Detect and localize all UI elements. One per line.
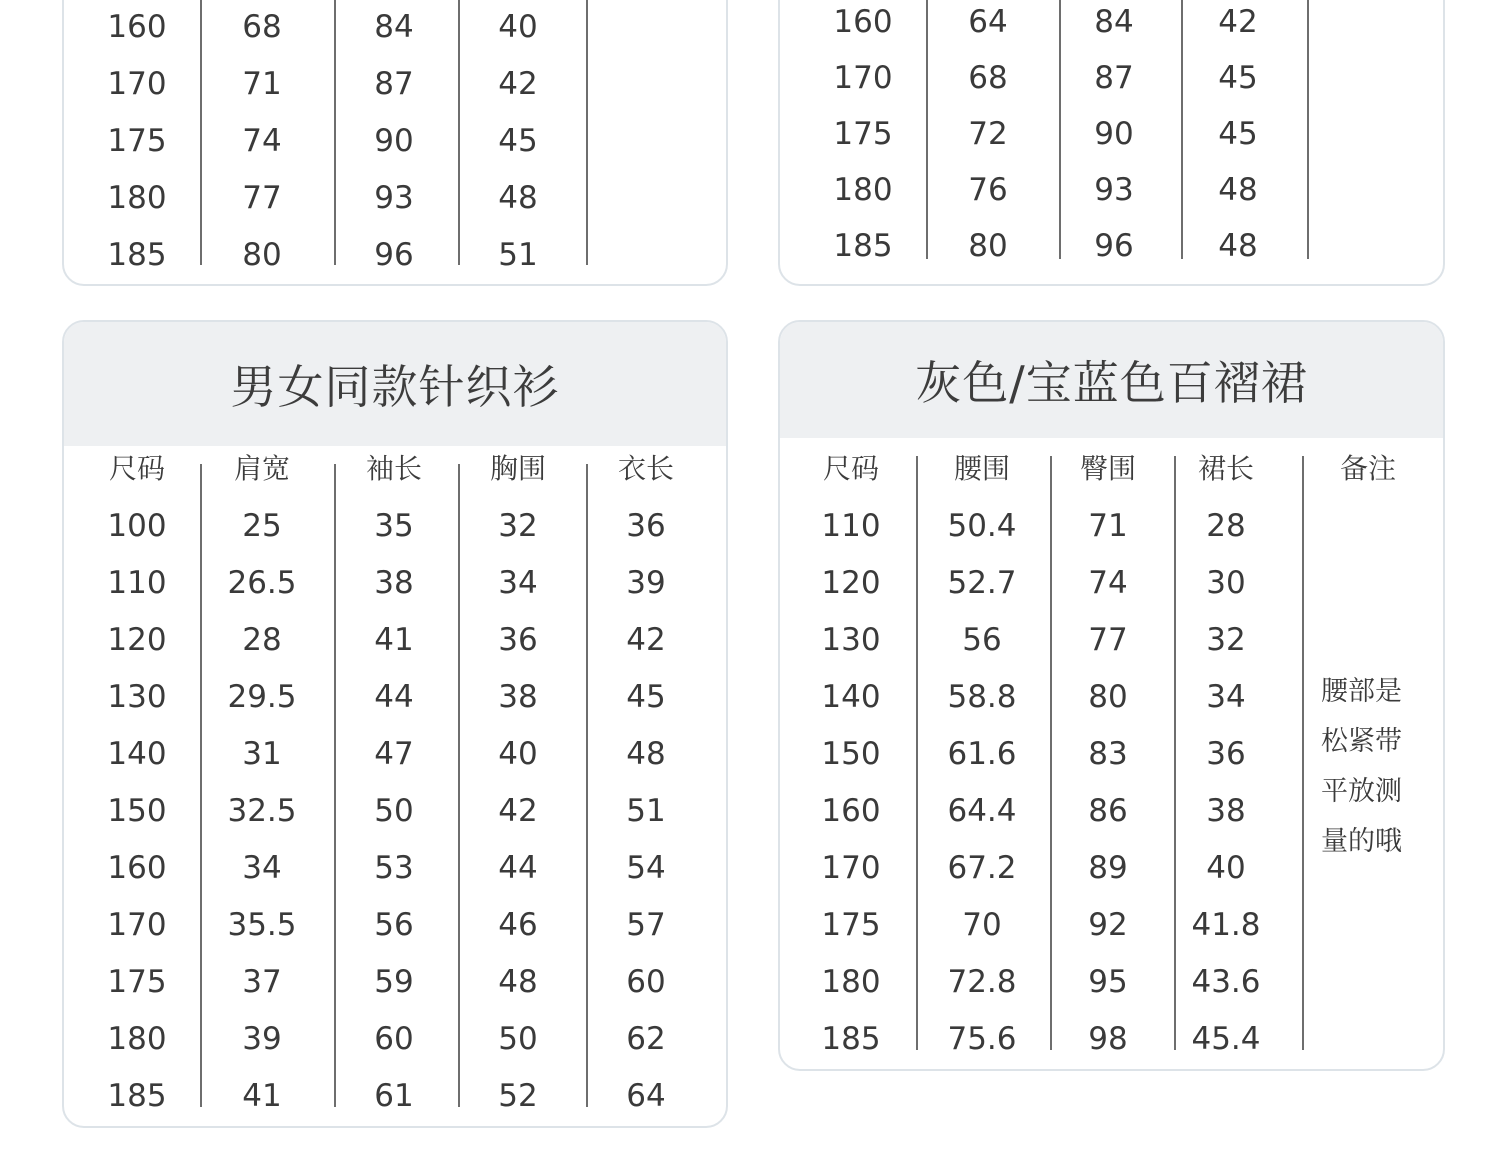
table-cell: 64 bbox=[626, 1078, 666, 1114]
table-cell: 57 bbox=[626, 907, 666, 943]
table-cell: 86 bbox=[1088, 793, 1128, 829]
table-column bbox=[468, 0, 568, 284]
table-column bbox=[344, 0, 444, 284]
column-divider bbox=[458, 0, 460, 265]
column-divider bbox=[1302, 456, 1304, 1050]
table-cell: 42 bbox=[498, 66, 538, 102]
table-cell: 180 bbox=[107, 180, 167, 216]
table-cell: 185 bbox=[821, 1021, 881, 1057]
table-cell: 180 bbox=[107, 1021, 167, 1057]
table-cell: 45 bbox=[1218, 116, 1258, 152]
table-cell: 28 bbox=[1206, 508, 1246, 544]
table-cell: 185 bbox=[107, 237, 167, 273]
column-divider bbox=[586, 464, 588, 1107]
table-cell: 45.4 bbox=[1191, 1021, 1261, 1057]
table-cell: 71 bbox=[1088, 508, 1128, 544]
table-cell: 60 bbox=[626, 964, 666, 1000]
table-cell: 39 bbox=[242, 1021, 282, 1057]
table-cell: 44 bbox=[374, 679, 414, 715]
table-cell: 50 bbox=[374, 793, 414, 829]
table-cell: 52.7 bbox=[947, 565, 1017, 601]
table-column bbox=[806, 322, 896, 1069]
table-cell: 48 bbox=[1218, 172, 1258, 208]
table-cell: 34 bbox=[498, 565, 538, 601]
column-divider bbox=[458, 464, 460, 1107]
table-cell: 68 bbox=[968, 60, 1008, 96]
table-cell: 140 bbox=[821, 679, 881, 715]
table-cell: 68 bbox=[242, 9, 282, 45]
table-cell: 87 bbox=[1094, 60, 1134, 96]
table-cell: 61.6 bbox=[947, 736, 1017, 772]
column-header: 袖长 bbox=[365, 452, 422, 485]
table-cell: 87 bbox=[374, 66, 414, 102]
table-cell: 51 bbox=[498, 237, 538, 273]
table-cell: 72 bbox=[968, 116, 1008, 152]
table-cell: 80 bbox=[242, 237, 282, 273]
size-table-knitwear bbox=[62, 320, 728, 1128]
table-cell: 93 bbox=[1094, 172, 1134, 208]
table-cell: 32 bbox=[1206, 622, 1246, 658]
table-cell: 70 bbox=[962, 907, 1002, 943]
table-column bbox=[344, 322, 444, 1126]
table-column bbox=[938, 0, 1038, 284]
table-cell: 28 bbox=[242, 622, 282, 658]
table-cell: 40 bbox=[1206, 850, 1246, 886]
table-cell: 180 bbox=[821, 964, 881, 1000]
table-cell: 96 bbox=[1094, 228, 1134, 264]
column-header: 衣长 bbox=[617, 452, 674, 485]
column-header: 尺码 bbox=[822, 452, 879, 485]
table-cell: 110 bbox=[821, 508, 881, 544]
table-cell: 45 bbox=[1218, 60, 1258, 96]
column-divider bbox=[586, 0, 588, 265]
table-cell: 58.8 bbox=[947, 679, 1017, 715]
table-cell: 77 bbox=[1088, 622, 1128, 658]
column-header: 尺码 bbox=[108, 452, 165, 485]
table-cell: 160 bbox=[107, 850, 167, 886]
table-cell: 175 bbox=[821, 907, 881, 943]
table-cell: 48 bbox=[626, 736, 666, 772]
table-cell: 180 bbox=[833, 172, 893, 208]
table-cell: 130 bbox=[821, 622, 881, 658]
table-cell: 98 bbox=[1088, 1021, 1128, 1057]
table-cell: 84 bbox=[374, 9, 414, 45]
table-cell: 130 bbox=[107, 679, 167, 715]
table-cell: 93 bbox=[374, 180, 414, 216]
table-cell: 90 bbox=[374, 123, 414, 159]
table-cell: 64.4 bbox=[947, 793, 1017, 829]
table-cell: 67.2 bbox=[947, 850, 1017, 886]
table-cell: 92 bbox=[1088, 907, 1128, 943]
size-table-top-left bbox=[62, 0, 728, 286]
table-cell: 120 bbox=[821, 565, 881, 601]
table-cell: 45 bbox=[626, 679, 666, 715]
table-cell: 40 bbox=[498, 9, 538, 45]
table-cell: 48 bbox=[498, 964, 538, 1000]
table-column bbox=[1176, 322, 1276, 1069]
table-cell: 40 bbox=[498, 736, 538, 772]
table-cell: 48 bbox=[498, 180, 538, 216]
table-cell: 25 bbox=[242, 508, 282, 544]
table-cell: 160 bbox=[833, 4, 893, 40]
table-cell: 43.6 bbox=[1191, 964, 1261, 1000]
table-cell: 41 bbox=[374, 622, 414, 658]
size-table-top-right bbox=[778, 0, 1445, 286]
table-cell: 80 bbox=[1088, 679, 1128, 715]
table-cell: 53 bbox=[374, 850, 414, 886]
table-cell: 39 bbox=[626, 565, 666, 601]
table-cell: 74 bbox=[1088, 565, 1128, 601]
table-cell: 84 bbox=[1094, 4, 1134, 40]
table-column bbox=[1058, 322, 1158, 1069]
table-cell: 46 bbox=[498, 907, 538, 943]
table-cell: 150 bbox=[821, 736, 881, 772]
column-header: 臀围 bbox=[1079, 452, 1136, 485]
column-divider bbox=[200, 0, 202, 265]
table-column bbox=[468, 322, 568, 1126]
table-cell: 26.5 bbox=[227, 565, 297, 601]
table-cell: 160 bbox=[107, 9, 167, 45]
table-cell: 95 bbox=[1088, 964, 1128, 1000]
table-cell: 62 bbox=[626, 1021, 666, 1057]
table-cell: 42 bbox=[1218, 4, 1258, 40]
table-cell: 50.4 bbox=[947, 508, 1017, 544]
remark-line: 量的哦 bbox=[1321, 826, 1402, 857]
table-cell: 170 bbox=[107, 907, 167, 943]
table-cell: 175 bbox=[107, 964, 167, 1000]
table-cell: 32 bbox=[498, 508, 538, 544]
table-cell: 61 bbox=[374, 1078, 414, 1114]
table-cell: 185 bbox=[107, 1078, 167, 1114]
table-cell: 37 bbox=[242, 964, 282, 1000]
table-cell: 170 bbox=[821, 850, 881, 886]
table-title-text: 男女同款针织衫 bbox=[230, 360, 560, 414]
table-cell: 38 bbox=[374, 565, 414, 601]
table-cell: 170 bbox=[107, 66, 167, 102]
table-cell: 89 bbox=[1088, 850, 1128, 886]
table-column bbox=[818, 0, 908, 284]
table-cell: 96 bbox=[374, 237, 414, 273]
table-cell: 75.6 bbox=[947, 1021, 1017, 1057]
table-cell: 72.8 bbox=[947, 964, 1017, 1000]
column-divider bbox=[1050, 456, 1052, 1050]
table-cell: 51 bbox=[626, 793, 666, 829]
table-cell: 38 bbox=[1206, 793, 1246, 829]
column-divider bbox=[334, 464, 336, 1107]
table-cell: 76 bbox=[968, 172, 1008, 208]
column-divider bbox=[926, 0, 928, 259]
table-cell: 29.5 bbox=[227, 679, 297, 715]
table-cell: 36 bbox=[498, 622, 538, 658]
column-header: 肩宽 bbox=[233, 452, 290, 485]
table-cell: 36 bbox=[626, 508, 666, 544]
table-column bbox=[212, 322, 312, 1126]
remark-line: 平放测 bbox=[1321, 776, 1402, 807]
remark-line: 腰部是 bbox=[1321, 676, 1402, 707]
table-cell: 41 bbox=[242, 1078, 282, 1114]
table-cell: 150 bbox=[107, 793, 167, 829]
table-cell: 52 bbox=[498, 1078, 538, 1114]
table-cell: 175 bbox=[833, 116, 893, 152]
table-cell: 90 bbox=[1094, 116, 1134, 152]
table-column bbox=[1188, 0, 1288, 284]
table-cell: 47 bbox=[374, 736, 414, 772]
column-header: 胸围 bbox=[489, 452, 546, 485]
column-divider bbox=[1059, 0, 1061, 259]
table-cell: 160 bbox=[821, 793, 881, 829]
table-cell: 59 bbox=[374, 964, 414, 1000]
column-divider bbox=[916, 456, 918, 1050]
table-cell: 45 bbox=[498, 123, 538, 159]
column-header: 裙长 bbox=[1197, 452, 1254, 485]
table-title-text: 灰色/宝蓝色百褶裙 bbox=[915, 356, 1308, 410]
table-cell: 64 bbox=[968, 4, 1008, 40]
table-cell: 100 bbox=[107, 508, 167, 544]
table-cell: 74 bbox=[242, 123, 282, 159]
table-cell: 110 bbox=[107, 565, 167, 601]
column-divider bbox=[334, 0, 336, 265]
table-cell: 35.5 bbox=[227, 907, 297, 943]
column-header: 备注 bbox=[1339, 452, 1396, 485]
table-column bbox=[596, 322, 696, 1126]
table-cell: 42 bbox=[498, 793, 538, 829]
table-column bbox=[1313, 322, 1423, 1069]
column-divider bbox=[1307, 0, 1309, 259]
table-cell: 170 bbox=[833, 60, 893, 96]
table-cell: 140 bbox=[107, 736, 167, 772]
column-divider bbox=[200, 464, 202, 1107]
table-cell: 36 bbox=[1206, 736, 1246, 772]
table-cell: 71 bbox=[242, 66, 282, 102]
table-cell: 41.8 bbox=[1191, 907, 1261, 943]
table-cell: 185 bbox=[833, 228, 893, 264]
table-cell: 56 bbox=[962, 622, 1002, 658]
table-cell: 30 bbox=[1206, 565, 1246, 601]
table-cell: 54 bbox=[626, 850, 666, 886]
table-cell: 35 bbox=[374, 508, 414, 544]
table-cell: 34 bbox=[242, 850, 282, 886]
table-cell: 60 bbox=[374, 1021, 414, 1057]
table-column bbox=[92, 0, 182, 284]
table-cell: 48 bbox=[1218, 228, 1258, 264]
table-cell: 50 bbox=[498, 1021, 538, 1057]
table-column bbox=[212, 0, 312, 284]
remark-line: 松紧带 bbox=[1321, 726, 1402, 757]
table-cell: 38 bbox=[498, 679, 538, 715]
table-cell: 44 bbox=[498, 850, 538, 886]
table-cell: 175 bbox=[107, 123, 167, 159]
table-column bbox=[1064, 0, 1164, 284]
table-cell: 80 bbox=[968, 228, 1008, 264]
table-cell: 83 bbox=[1088, 736, 1128, 772]
table-cell: 56 bbox=[374, 907, 414, 943]
table-cell: 34 bbox=[1206, 679, 1246, 715]
column-header: 腰围 bbox=[953, 452, 1010, 485]
table-column bbox=[92, 322, 182, 1126]
table-cell: 31 bbox=[242, 736, 282, 772]
table-cell: 120 bbox=[107, 622, 167, 658]
table-cell: 42 bbox=[626, 622, 666, 658]
column-divider bbox=[1181, 0, 1183, 259]
table-cell: 32.5 bbox=[227, 793, 297, 829]
table-cell: 77 bbox=[242, 180, 282, 216]
table-column bbox=[930, 322, 1034, 1069]
size-table-skirt bbox=[778, 320, 1445, 1071]
